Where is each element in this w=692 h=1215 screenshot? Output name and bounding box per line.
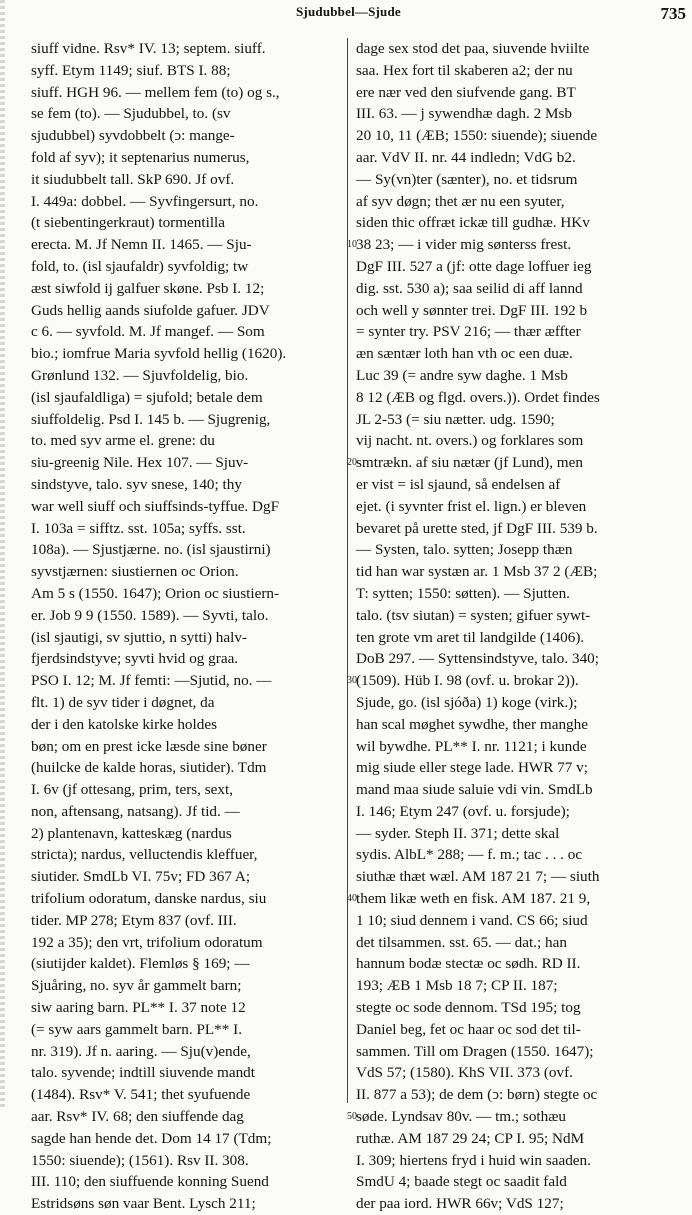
right-column-line: han scal møghet sywdhe, ther manghe: [356, 715, 588, 733]
left-column-line: sjudubbel) syvdobbelt (ↄ: mange-: [31, 127, 235, 145]
left-column-line: er. Job 9 9 (1550. 1589). — Syvti, talo.: [31, 606, 269, 624]
right-column-line: — Sy(vn)ter (sænter), no. et tidsrum: [356, 170, 578, 188]
left-column-line: PSO I. 12; M. Jf femti: —Sjutid, no. —: [31, 672, 272, 690]
left-column-line: c 6. — syvfold. M. Jf mangef. — Som: [31, 323, 265, 341]
left-column-line: (t siebentingerkraut) tormentilla: [31, 214, 225, 232]
left-column-line: Am 5 s (1550. 1647); Orion oc siustiern-: [31, 584, 280, 602]
right-column-line: der paa iord. HWR 66v; VdS 127;: [356, 1195, 564, 1213]
right-column-line: 38 23; — i vider mig sønterss frest.: [356, 236, 572, 254]
left-column-line: I. 103a = sifftz. sst. 105a; syffs. sst.: [31, 519, 246, 537]
left-column-line: fold af syv); it septenarius numerus,: [31, 148, 250, 166]
left-column-line: (= syw aars gammelt barn. PL** I.: [31, 1020, 243, 1038]
right-column-line: Luc 39 (= andre syw daghe. 1 Msb: [356, 366, 568, 384]
right-column-line: 1 10; siud dennem i vand. CS 66; siud: [356, 911, 588, 929]
right-column-line: ejet. (i syvnter frist el. lign.) er bleven: [356, 497, 587, 515]
right-column-line: bevaret på urette sted, jf DgF III. 539 b.: [356, 519, 598, 537]
right-column-line: mand maa siude saluie vdi vin. SmdLb: [356, 781, 593, 799]
right-column-line: ten grote vm aret til landgilde (1406).: [356, 628, 585, 646]
left-column-line: (isl sjautigi, sv sjuttio, n sytti) halv-: [31, 628, 247, 646]
right-column-line: er vist = isl sjaund, så endelsen af: [356, 475, 561, 493]
line-number-marker: 40: [347, 893, 357, 905]
left-column-line: sagde han hende det. Dom 14 17 (Tdm;: [31, 1129, 272, 1147]
running-head: [0, 2, 692, 24]
left-column-line: it siudubbelt tall. SkP 690. Jf ovf.: [31, 170, 235, 188]
right-column-line: dage sex stod det paa, siuvende hviilte: [356, 40, 590, 57]
left-column-line: (isl sjaufaldliga) = sjufold; betale dem: [31, 388, 263, 406]
left-column-line: Guds hellig aands siufolde gafuer. JDV: [31, 301, 270, 319]
right-column-line: (1509). Hüb I. 98 (ovf. u. brokar 2)).: [356, 672, 579, 690]
right-column-line: dig. sst. 530 a); saa seilid di aff lannd: [356, 279, 583, 297]
left-column-line: to. med syv arme el. grene: du: [31, 432, 215, 450]
line-number-marker: 20: [347, 457, 357, 469]
right-column-line: stegte oc sode dennom. TSd 195; tog: [356, 999, 581, 1017]
left-column-line: Sjuåring, no. syv år gammelt barn;: [31, 977, 242, 995]
right-column: [356, 38, 686, 1215]
right-column-line: siuthæ thæt wæl. AM 187 21 7; — siuth: [356, 868, 600, 886]
right-column-line: III. 63. — j sywendhæ dagh. 2 Msb: [356, 105, 572, 123]
left-column-line: non, aftensang, natsang). Jf tid. —: [31, 802, 240, 820]
right-column-line: søde. Lyndsav 80v. — tm.; sothæu: [356, 1108, 566, 1126]
left-column-line: (siutijder kaldet). Flemløs § 169; —: [31, 955, 250, 973]
right-column-line: aar. VdV II. nr. 44 indledn; VdG b2.: [356, 148, 576, 166]
right-column-line: mig siude eller stege lade. HWR 77 v;: [356, 759, 588, 777]
right-column-line: och well y sønnter trei. DgF III. 192 b: [356, 301, 588, 319]
right-column-line: DoB 297. — Syttensindstyve, talo. 340;: [356, 650, 599, 668]
line-number-marker: 30: [347, 675, 357, 687]
right-column-line: VdS 57; (1580). KhS VII. 373 (ovf.: [356, 1064, 573, 1082]
right-column-line: wil bywdhe. PL** I. nr. 1121; i kunde: [356, 737, 587, 755]
right-column-line: æn sæntær loth han vth oc een duæ.: [356, 345, 573, 363]
left-column: [31, 38, 343, 1215]
left-column-line: I. 449a: dobbel. — Syvfingersurt, no.: [31, 192, 259, 210]
right-column-line: — syder. Steph II. 371; dette skal: [356, 824, 560, 842]
left-column-line: siu-greenig Nile. Hex 107. — Sjuv-: [31, 454, 249, 472]
left-column-line: aar. Rsv* IV. 68; den siuffende dag: [31, 1108, 244, 1126]
left-column-line: III. 110; den siuffuende konning Suend: [31, 1173, 269, 1191]
left-column-line: bio.; iomfrue Maria syvfold hellig (1620).: [31, 345, 287, 363]
left-column-line: stricta); nardus, velluctendis kleffuer,: [31, 846, 258, 864]
left-column-line: (1484). Rsv* V. 541; thet syufuende: [31, 1086, 251, 1104]
left-column-line: syff. Etym 1149; siuf. BTS I. 88;: [31, 61, 231, 79]
right-column-line: JL 2-53 (= siu nætter. udg. 1590;: [356, 410, 555, 428]
scan-edge: [0, 0, 5, 1108]
left-column-line: fjerdsindstyve; syvti hvid og graa.: [31, 650, 239, 668]
right-column-line: I. 309; hiertens fryd i huid win saaden.: [356, 1151, 591, 1169]
left-column-line: siuffoldelig. Psd I. 145 b. — Sjugrenig,: [31, 410, 271, 428]
left-column-line: syvstjærnen: siustiernen oc Orion.: [31, 563, 239, 581]
right-column-line: Daniel beg, fet oc haar oc sod det til-: [356, 1020, 581, 1038]
left-column-line: Grønlund 132. — Sjuvfoldelig, bio.: [31, 366, 249, 384]
right-column-line: I. 146; Etym 247 (ovf. u. forsjude);: [356, 802, 570, 820]
column-divider: [347, 38, 348, 1103]
right-column-line: sammen. Till om Dragen (1550. 1647);: [356, 1042, 594, 1060]
right-column-line: hannum bodæ stectæ oc sødh. RD II.: [356, 955, 581, 973]
left-column-line: trifolium odoratum, danske nardus, siu: [31, 890, 267, 908]
left-column-line: I. 6v (jf ottesang, prim, ters, sext,: [31, 781, 234, 799]
right-column-line: ruthæ. AM 187 29 24; CP I. 95; NdM: [356, 1129, 585, 1147]
left-column-line: Estridsøns søn vaar Bent. Lysch 211;: [31, 1195, 256, 1213]
line-number-marker: 50: [347, 1111, 357, 1123]
left-column-line: 1550: siuende); (1561). Rsv II. 308.: [31, 1151, 249, 1169]
left-column-line: erecta. M. Jf Nemn II. 1465. — Sju-: [31, 236, 252, 254]
left-column-line: flt. 1) de syv tider i døgnet, da: [31, 693, 215, 711]
right-column-line: talo. (tsv siutan) = systen; gifuer sywt-: [356, 606, 591, 624]
right-column-line: = synter try. PSV 216; — thær æffter: [356, 323, 581, 341]
right-column-line: smtrækn. af siu nætær (jf Lund), men: [356, 454, 583, 472]
left-column-line: 2) plantenavn, katteskæg (nardus: [31, 824, 232, 842]
right-column-line: II. 877 a 53); de dem (ↄ: børn) stegte oc: [356, 1086, 598, 1104]
right-column-line: 193; ÆB 1 Msb 18 7; CP II. 187;: [356, 977, 558, 995]
right-column-line: sydis. AlbL* 288; — f. m.; tac . . . oc: [356, 846, 583, 864]
right-column-line: 8 12 (ÆB og flgd. overs.)). Ordet findes: [356, 388, 600, 406]
left-column-line: der i den katolske kirke holdes: [31, 715, 217, 733]
left-column-line: nr. 319). Jf n. aaring. — Sju(v)ende,: [31, 1042, 251, 1060]
left-column-line: 108a). — Sjustjærne. no. (isl sjaustirni): [31, 541, 271, 559]
right-column-line: SmdU 4; baade stegt oc saadit fald: [356, 1173, 567, 1191]
page-number: 735: [660, 4, 686, 23]
left-column-line: siuff. HGH 96. — mellem fem (to) og s.,: [31, 83, 280, 101]
left-column-line: siw aaring barn. PL** I. 37 note 12: [31, 999, 246, 1017]
running-head-title: Sjudubbel—Sjude: [296, 4, 401, 19]
right-column-line: siden thic offræt ickæ till gudhæ. HKv: [356, 214, 590, 232]
left-column-line: fold, to. (isl sjaufaldr) syvfoldig; tw: [31, 257, 249, 275]
right-column-line: det tilsammen. sst. 65. — dat.; han: [356, 933, 567, 951]
line-number-marker: 10: [347, 239, 357, 251]
left-column-line: bøn; om en prest icke læsde sine bøner: [31, 737, 267, 755]
right-column-line: them likæ weth en fisk. AM 187. 21 9,: [356, 890, 591, 908]
right-column-line: saa. Hex fort til skaberen a2; der nu: [356, 61, 573, 79]
left-column-line: tider. MP 278; Etym 837 (ovf. III.: [31, 911, 237, 929]
right-column-line: tid han war systæn ar. 1 Msb 37 2 (ÆB;: [356, 563, 598, 581]
right-column-line: DgF III. 527 a (jf: otte dage loffuer ieg: [356, 257, 592, 275]
left-column-line: talo. syvende; indtill siuvende mandt: [31, 1064, 255, 1082]
left-column-line: siuff vidne. Rsv* IV. 13; septem. siuff.: [31, 40, 266, 57]
right-column-line: af syv døgn; thet ær nu een syuter,: [356, 192, 565, 210]
right-column-line: 20 10, 11 (ÆB; 1550: siuende); siuende: [356, 127, 598, 145]
left-column-line: (huilcke de kalde horas, siutider). Tdm: [31, 759, 267, 777]
right-column-line: ere nær ved den siufvende gang. BT: [356, 83, 576, 101]
left-column-line: sindstyve, talo. syv snese, 140; thy: [31, 475, 242, 493]
left-column-line: se fem (to). — Sjudubbel, to. (sv: [31, 105, 231, 123]
left-column-line: war well siuff och siuffsinds-tyffue. DgF: [31, 497, 280, 515]
right-column-line: T: sytten; 1550: søtten). — Sjutten.: [356, 584, 570, 602]
left-column-line: æst siwfold ij galfuer skøne. Psb I. 12;: [31, 279, 265, 297]
left-column-line: 192 a 35); den vrt, trifolium odoratum: [31, 933, 263, 951]
left-column-line: siutider. SmdLb VI. 75v; FD 367 A;: [31, 868, 251, 886]
right-column-line: Sjude, go. (isl sjóða) 1) koge (virk.);: [356, 693, 578, 711]
right-column-line: — Systen, talo. sytten; Josepp thæn: [356, 541, 573, 559]
right-column-line: vij nacht. nt. overs.) og forklares som: [356, 432, 584, 450]
